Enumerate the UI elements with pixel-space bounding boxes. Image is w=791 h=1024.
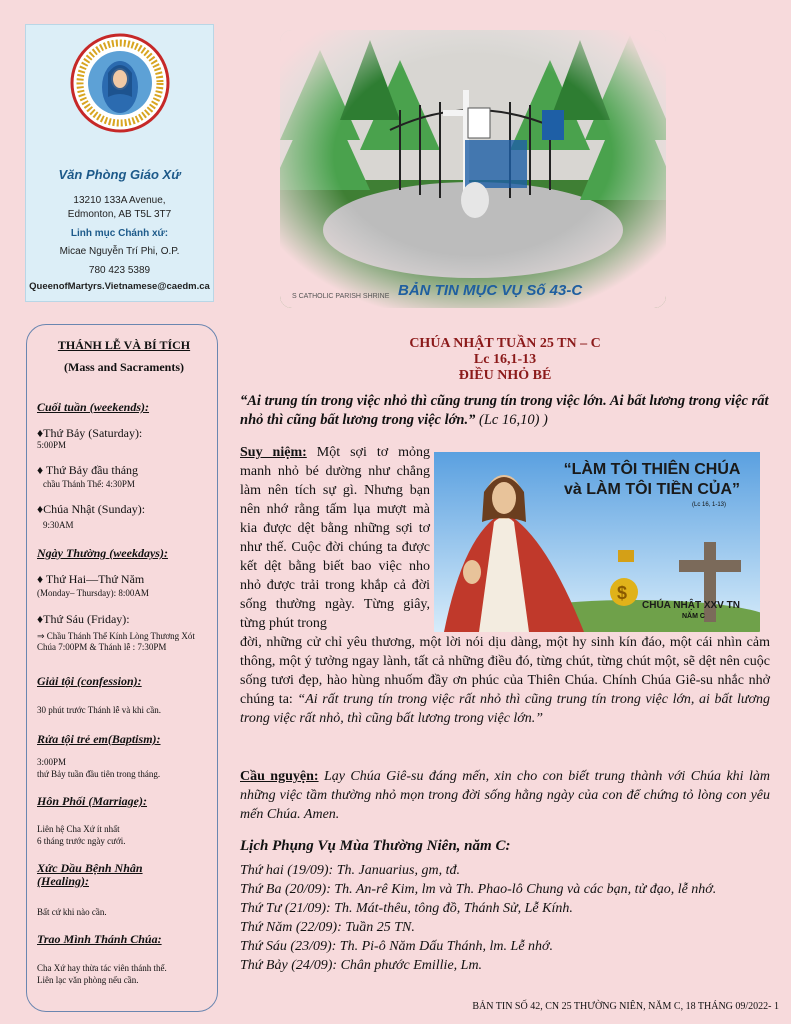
- sunday-title: CHÚA NHẬT TUẦN 25 TN – C: [409, 336, 601, 351]
- saturday-label: ♦Thứ Bảy (Saturday):: [37, 426, 143, 440]
- calendar-row: Thứ Bảy (24/09): Chân phước Emillie, Lm.: [240, 958, 483, 973]
- reflection-text-part1: Một sợi tơ mỏng manh nhỏ bé dường như chẳng làm nên tích sự gì. Nhưng bạn nên nhớ rằng tấm lụa mượt mà kia được dệt bằng những sợi tơ như thế. Cuộc đời chúng ta được kết dệt bằng biết bao việc nho nhỏ được trải trong khắp cả đời sống thường ngày. Từng giây, từng phút trong: [240, 445, 430, 631]
- marriage-detail1: Liên hệ Cha Xứ ít nhất: [37, 824, 120, 834]
- calendar-title: Lịch Phụng Vụ Mùa Thường Niên, năm C:: [240, 838, 511, 854]
- office-phone: 780 423 5389: [88, 265, 151, 276]
- sunday-time: 9:30AM: [43, 520, 74, 530]
- parish-office-card: [25, 24, 214, 302]
- gospel-reference: Lc 16,1-13: [473, 352, 537, 367]
- office-email[interactable]: QueenofMartyrs.Vietnamese@caedm.ca: [29, 281, 210, 292]
- communion-detail1: Cha Xứ hay thừa tác viên thánh thể.: [37, 963, 167, 973]
- image-title-block: [552, 460, 752, 500]
- gospel-quote: [240, 392, 770, 430]
- office-name: Văn Phòng Giáo Xứ: [58, 167, 181, 182]
- mass-sacraments-sidebar: [26, 324, 218, 1012]
- reflection-paragraph-top: [240, 443, 430, 633]
- saturday-time: 5:00PM: [37, 440, 67, 450]
- sunday-label: ♦Chúa Nhật (Sunday):: [37, 502, 146, 516]
- banner-sign-text: S CATHOLIC PARISH SHRINE: [292, 293, 390, 300]
- office-address-line2: Edmonton, AB T5L 3T7: [67, 209, 172, 220]
- image-year-label: NĂM C: [682, 613, 705, 620]
- parish-seal-icon: [70, 33, 170, 133]
- calendar-row: Thứ Ba (20/09): Th. An-rê Kim, lm và Th. Phao-lô Chung và các bạn, tử đạo, lễ nhớ.: [240, 882, 717, 897]
- communion-detail2: Liên lạc văn phòng nếu cần.: [37, 975, 139, 985]
- reflection-quote: “Ai rất trung tín trong việc rất nhỏ thì cũng trung tín trong việc lớn, ai bất lương trong việc rất nhỏ, thì cũng bất lương trong việc lớn.”: [240, 692, 770, 726]
- sidebar-title: THÁNH LỄ VÀ BÍ TÍCH: [57, 338, 191, 352]
- page-footer: BẢN TIN SỐ 42, CN 25 THƯỜNG NIÊN, NĂM C, 18 THÁNG 09/2022- 1: [472, 1001, 779, 1012]
- sidebar-subtitle: (Mass and Sacraments): [64, 360, 184, 374]
- gospel-quote-text: “Ai trung tín trong việc nhỏ thì cũng trung tín trong việc lớn. Ai bất lương trong việc rất nhỏ thì cũng bất lương trong việc lớn.”: [240, 393, 769, 428]
- reflection-paragraph-bottom: [240, 633, 770, 728]
- first-saturday-label: ♦ Thứ Bảy đầu tháng: [37, 463, 139, 477]
- sunday-heading-block: [240, 336, 770, 384]
- image-title-line2: và LÀM TÔI TIỀN CỦA”: [563, 481, 740, 498]
- image-sunday-label: CHÚA NHẬT XXV TN: [642, 600, 740, 611]
- homily-title: ĐIỀU NHỎ BÉ: [458, 368, 552, 383]
- calendar-row: Thứ Sáu (23/09): Th. Pi-ô Năm Dấu Thánh, lm. Lễ nhớ.: [240, 939, 554, 954]
- mon-thu-label: ♦ Thứ Hai—Thứ Năm: [37, 572, 145, 586]
- friday-label: ♦Thứ Sáu (Friday):: [37, 612, 130, 626]
- baptism-detail-day: thứ Bảy tuần đầu tiên trong tháng.: [37, 769, 161, 779]
- bulletin-issue-caption: BẢN TIN MỤC VỤ Số 43-C: [398, 282, 583, 299]
- marriage-heading: Hôn Phối (Marriage):: [37, 794, 148, 808]
- liturgical-calendar: [240, 838, 780, 975]
- baptism-detail-time: 3:00PM: [37, 757, 67, 767]
- shrine-diorama-illustration: [280, 30, 666, 308]
- calendar-row: Thứ Năm (22/09): Tuần 25 TN.: [240, 920, 415, 935]
- friday-detail: ⇒ Chầu Thánh Thể Kính Lòng Thương Xót Chúa 7:00PM & Thánh lễ : 7:30PM: [37, 631, 195, 652]
- shrine-banner-image: [280, 30, 666, 308]
- healing-detail: Bất cứ khi nào cần.: [37, 907, 107, 917]
- prayer-text: Lạy Chúa Giê-su đáng mến, xin cho con biết trung thành với Chúa khi làm những việc tầm thường nhỏ mọn trong đời sống hằng ngày của con để chứng tỏ lòng con yêu mến Chúa. Amen.: [240, 769, 770, 822]
- confession-detail: 30 phút trước Thánh lễ và khi cần.: [37, 705, 161, 715]
- gospel-quote-ref: (Lc 16,10) ): [475, 412, 548, 428]
- weekends-heading: Cuối tuần (weekends):: [37, 400, 150, 414]
- pastor-name: Micae Nguyễn Trí Phi, O.P.: [59, 246, 180, 257]
- image-reference: (Lc 16, 1-13): [692, 502, 727, 508]
- image-title-line1: “LÀM TÔI THIÊN CHÚA: [563, 461, 741, 478]
- reflection-label: Suy niệm:: [240, 445, 307, 460]
- weekdays-heading: Ngày Thường (weekdays):: [37, 546, 168, 560]
- jesus-illustration: [434, 452, 760, 632]
- svg-text:$: $: [617, 583, 628, 603]
- prayer-paragraph: [240, 767, 770, 824]
- first-saturday-detail: chầu Thánh Thể: 4:30PM: [43, 479, 135, 489]
- mon-thu-detail: (Monday– Thursday): 8:00AM: [37, 588, 149, 598]
- baptism-heading: Rửa tội trẻ em(Baptism):: [37, 732, 161, 746]
- confession-heading: Giải tội (confession):: [37, 674, 142, 688]
- prayer-label: Cầu nguyện:: [240, 769, 319, 784]
- marriage-detail2: 6 tháng trước ngày cưới.: [37, 836, 126, 846]
- communion-heading: Trao Mình Thánh Chúa:: [37, 932, 162, 946]
- pastor-label: Linh mục Chánh xứ:: [70, 228, 169, 239]
- healing-heading: Xức Dầu Bệnh Nhân (Healing):: [37, 861, 143, 888]
- reflection-text-part2: đời, những cử chỉ yêu thương, một lời nói dịu dàng, một hy sinh kín đáo, một cái nhìn cảm thông, một ý tưởng ngay lành, tất cả những điều đó, từng chút, từng chút một, sẽ dệt nên cuộc sống tươi đẹp, hào hùng nhuốm đầy ơn phúc của Thiên Chúa. Chính Chúa Giê-su nhắc nhở chúng ta:: [240, 635, 770, 707]
- calendar-row: Thứ Tư (21/09): Th. Mát-thêu, tông đồ, Thánh Sử, Lễ Kính.: [240, 901, 573, 916]
- calendar-row: Thứ hai (19/09): Th. Januarius, gm, tđ.: [240, 863, 460, 878]
- office-address-line1: 13210 133A Avenue,: [73, 195, 166, 206]
